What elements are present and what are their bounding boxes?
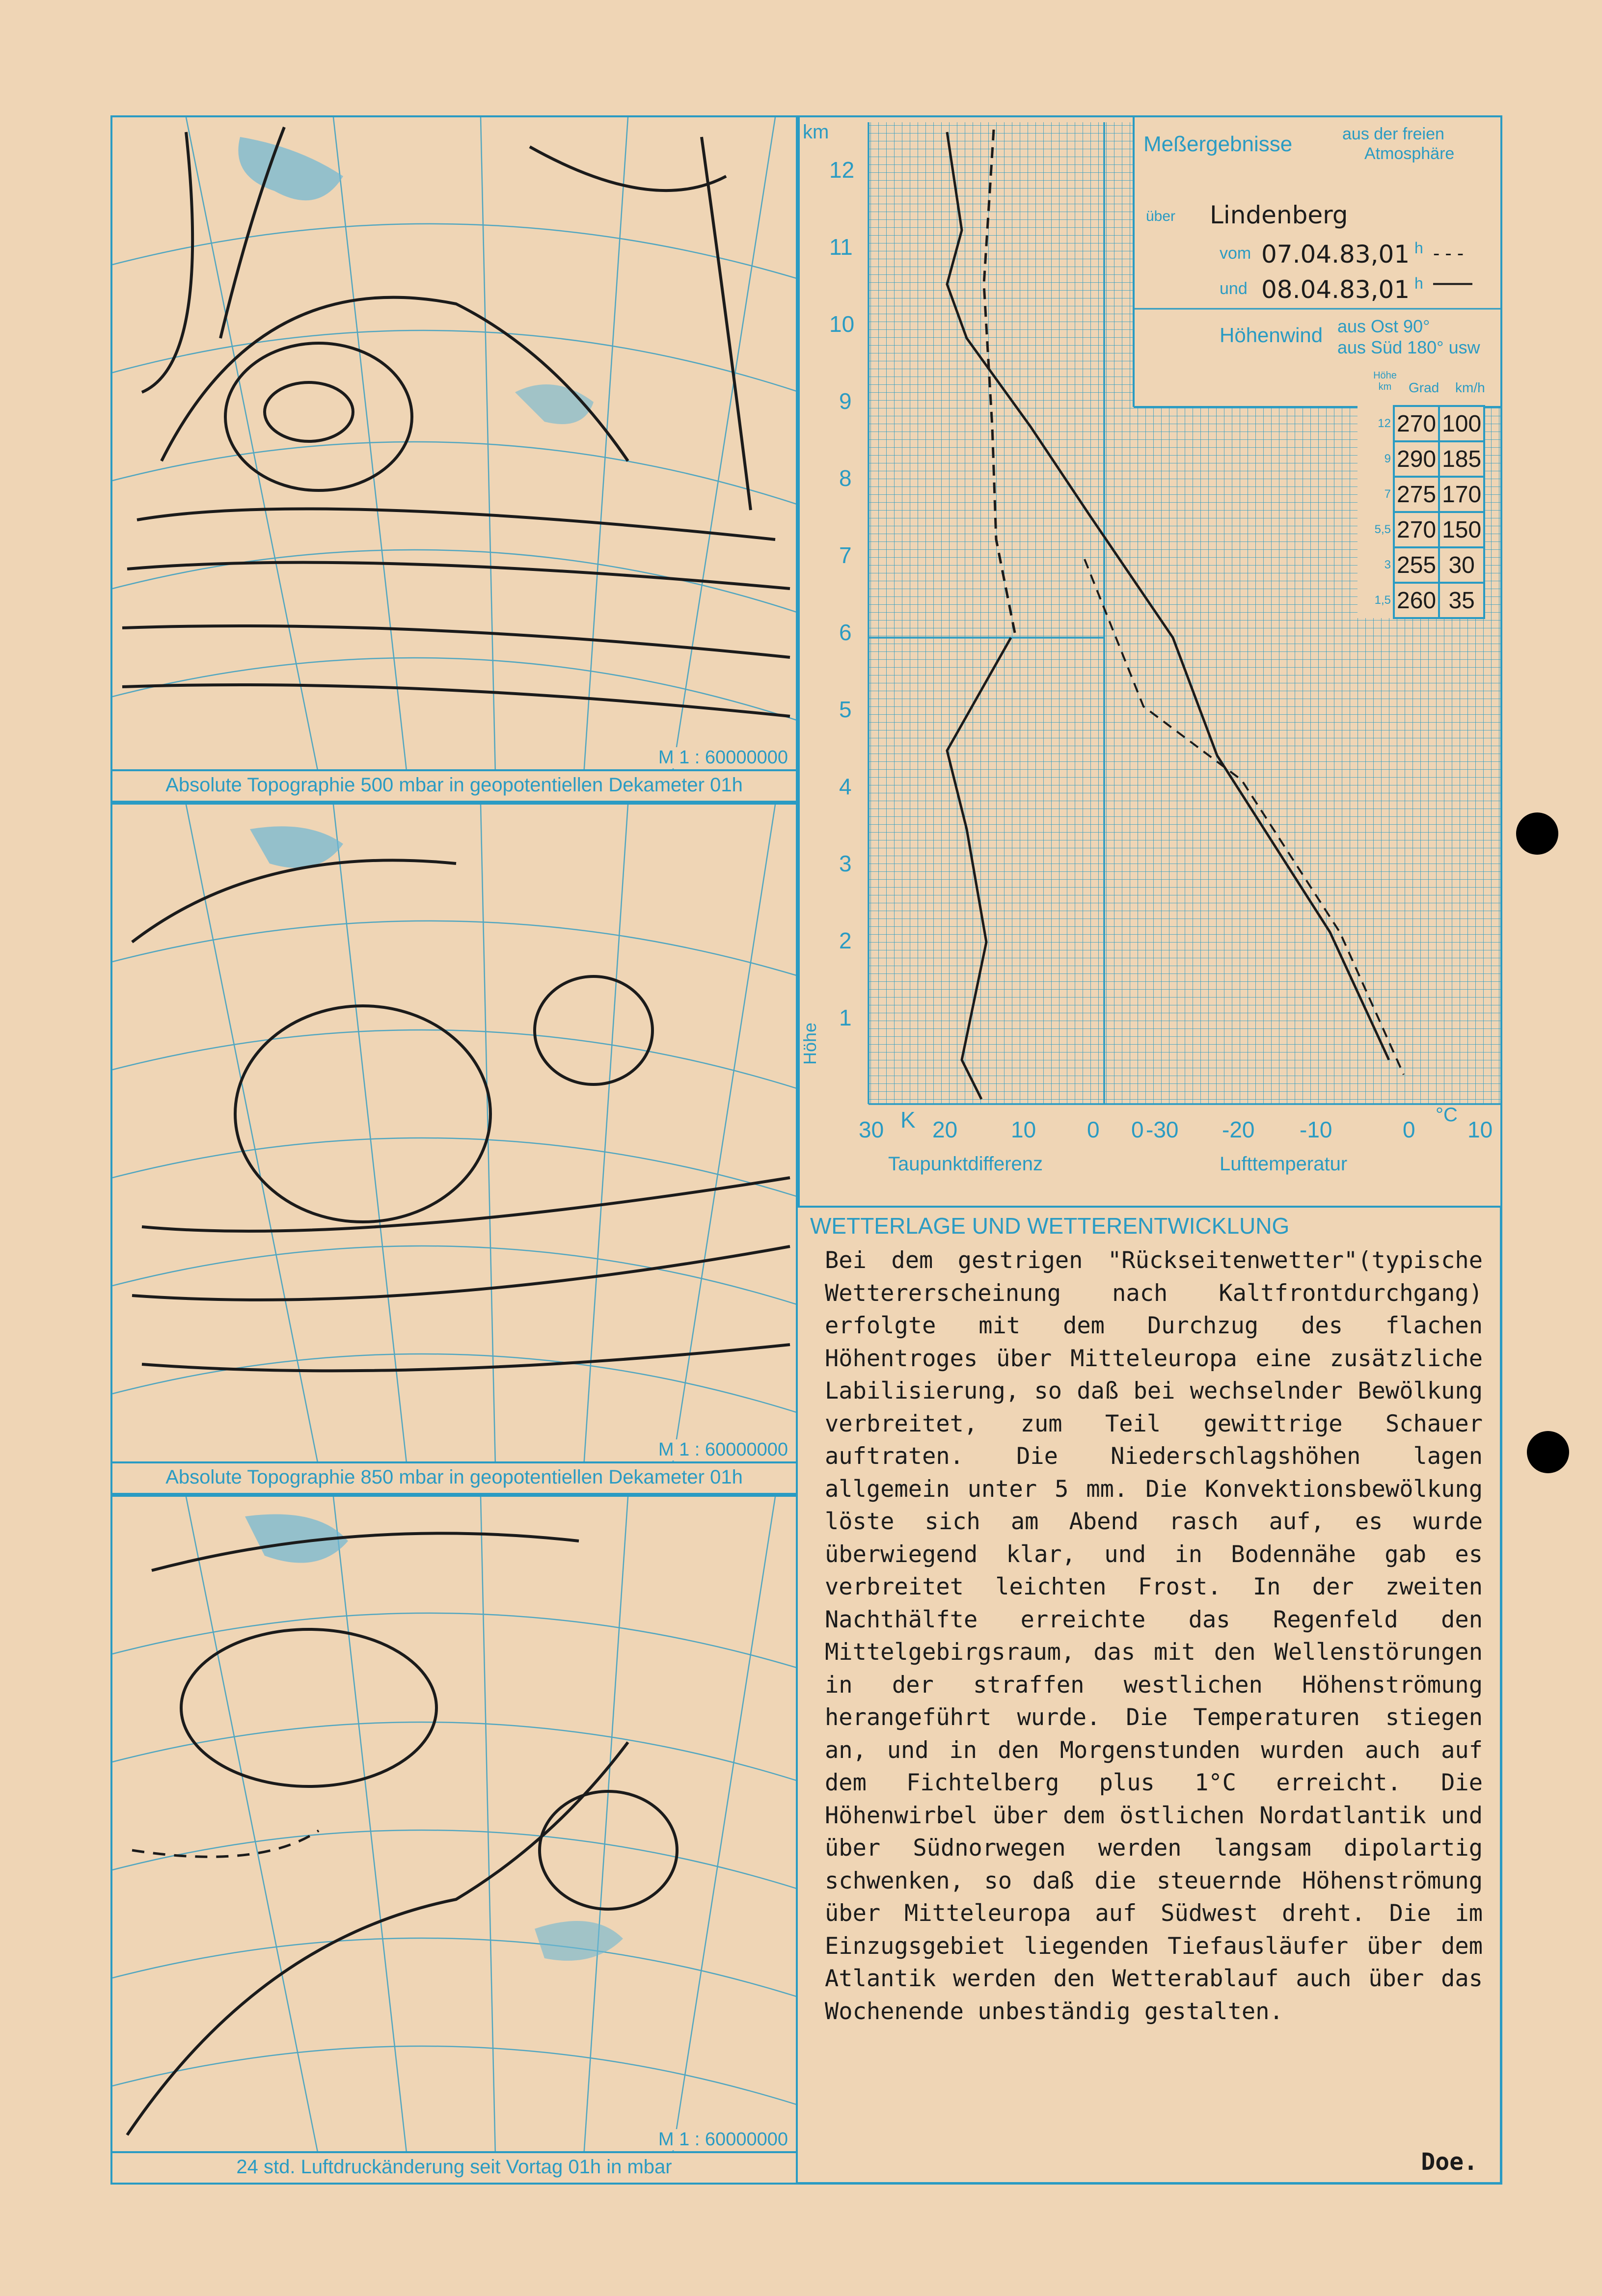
map-850mbar-chart (112, 805, 798, 1467)
signature: Doe. (1421, 2148, 1478, 2176)
date2: 08.04.83,01 (1261, 275, 1410, 304)
temp-tick-minus30: -30 (1146, 1117, 1179, 1142)
date1-hour: h (1414, 239, 1423, 257)
wind-speed: 100 (1439, 406, 1484, 441)
weather-body: Bei dem gestrigen "Rückseitenwetter"(typische Wettererscheinung nach Kaltfrontdurchgang) erfolgte mit dem Durchzug des flachen Höhentroges über Mitteleuropa eine zusätzliche Labilisierung, so daß bei wechselnder Bewölkung verbreitet, zum Teil gewittrige Schauer auftraten. Die Niederschlagshöhen lagen allgemein unter 5 mm. Die Konvektionsbewölkung löste sich am Abend rasch auf, es wurde überwiegend klar, und in Bodennähe gab es verbreitet leichten Frost. In der zweiten Nachthälfte erreichte das Regenfeld den Mittelgebirgsraum, das mit den Wellenstörungen in der straffen westlichen Höhenströmung herangeführt wurde. Die Temperaturen stiegen an, und in den Morgenstunden wurden auch auf dem Fichtelberg plus 1°C erreicht. Die Höhenwirbel über dem östlichen Nordatlantik und über Südnorwegen werden langsam dipolartig schwenken, so daß die steuernde Höhenströmung über Mitteleuropa auf Südwest dreht. Die im Einzugsgebiet liegenden Tiefausläufer über dem Atlantik werden den Wetterablauf auch über das Wochenende unbeständig gestalten. (825, 1247, 1483, 2025)
over-label: über (1146, 208, 1176, 224)
height-tick: 9 (839, 388, 852, 414)
height-tick: 3 (839, 851, 852, 876)
table-row (1358, 547, 1484, 583)
map-pressure-change-scale: M 1 : 60000000 (655, 2129, 791, 2150)
map-500mbar-chart (112, 117, 798, 775)
height-tick: 4 (839, 774, 852, 799)
map-500mbar (110, 115, 798, 803)
dewpoint-axis-label: Taupunktdifferenz (888, 1153, 1043, 1175)
dewpoint-tick-0: 0 (1087, 1117, 1100, 1142)
wind-height: 7 (1358, 477, 1394, 512)
punch-hole (1527, 1431, 1569, 1473)
km-axis-label: km (803, 121, 829, 143)
wind-speed: 35 (1439, 583, 1484, 618)
col-degree: Grad (1409, 380, 1439, 395)
height-tick: 8 (839, 465, 852, 491)
height-tick: 1 (839, 1005, 852, 1030)
table-row (1358, 512, 1484, 547)
and-label: und (1220, 279, 1248, 298)
wind-table (1358, 405, 1485, 619)
dewpoint-tick-20: 20 (932, 1117, 958, 1142)
temp-tick-minus10: -10 (1300, 1117, 1332, 1142)
wind-degree: 270 (1394, 406, 1439, 441)
wind-south: aus Süd 180° usw (1337, 337, 1480, 357)
date2-hour: h (1414, 274, 1423, 292)
temp-tick-zero-left: 0 (1131, 1117, 1144, 1142)
height-tick: 5 (839, 697, 852, 722)
map-850mbar-caption: Absolute Topographie 850 mbar in geopotentiellen Dekameter 01h (112, 1461, 796, 1493)
dewpoint-tick-k: K (900, 1107, 916, 1133)
wind-degree: 275 (1394, 477, 1439, 512)
results-title: Meßergebnisse (1143, 132, 1293, 156)
sounding-panel (798, 115, 1502, 1208)
wind-height: 3 (1358, 547, 1394, 583)
wind-speed: 150 (1439, 512, 1484, 547)
date1: 07.04.83,01 (1261, 240, 1410, 269)
temp-tick-0: 0 (1403, 1117, 1415, 1142)
wind-degree: 270 (1394, 512, 1439, 547)
table-row (1358, 441, 1484, 477)
wind-height: 12 (1358, 406, 1394, 441)
station-name: Lindenberg (1210, 201, 1348, 229)
wind-height: 9 (1358, 441, 1394, 477)
map-pressure-change-chart (112, 1497, 798, 2157)
temp-tick-unit: °C (1436, 1104, 1458, 1126)
results-sub1: aus der freien (1342, 125, 1444, 143)
from-label: vom (1220, 244, 1251, 263)
height-tick: 7 (839, 542, 852, 568)
height-tick: 10 (829, 311, 855, 337)
results-sub2: Atmosphäre (1364, 144, 1455, 163)
punch-hole (1516, 812, 1558, 855)
height-tick: 11 (829, 234, 853, 260)
height-axis-label: Höhe (800, 1022, 820, 1065)
height-tick: 12 (829, 157, 855, 183)
temp-tick-minus20: -20 (1222, 1117, 1255, 1142)
wind-speed: 185 (1439, 441, 1484, 477)
weather-text-block (805, 1208, 1497, 2180)
map-pressure-change-caption: 24 std. Luftdruckänderung seit Vortag 01h in mbar (112, 2151, 796, 2183)
map-850mbar-scale: M 1 : 60000000 (655, 1439, 791, 1460)
table-row (1358, 406, 1484, 441)
wind-height: 1,5 (1358, 583, 1394, 618)
wind-title: Höhenwind (1220, 324, 1323, 347)
date2-line-solid: —— (1433, 272, 1472, 294)
map-850mbar (110, 803, 798, 1495)
wind-degree: 290 (1394, 441, 1439, 477)
wind-degree: 260 (1394, 583, 1439, 618)
wind-speed: 30 (1439, 547, 1484, 583)
col-speed: km/h (1455, 380, 1485, 395)
height-tick: 6 (839, 620, 852, 645)
table-row (1358, 583, 1484, 618)
height-tick: 2 (839, 928, 852, 953)
table-row (1358, 477, 1484, 512)
map-500mbar-scale: M 1 : 60000000 (655, 747, 791, 768)
temp-tick-10: 10 (1467, 1117, 1493, 1142)
dewpoint-tick-10: 10 (1011, 1117, 1036, 1142)
wind-degree: 255 (1394, 547, 1439, 583)
map-pressure-change (110, 1495, 798, 2185)
dewpoint-tick-30: 30 (859, 1117, 884, 1142)
date1-line-dashed: - - - (1433, 243, 1464, 264)
wind-speed: 170 (1439, 477, 1484, 512)
wind-east: aus Ost 90° (1337, 316, 1430, 336)
col-height: Höhe km (1373, 370, 1397, 392)
wind-height: 5,5 (1358, 512, 1394, 547)
weather-title: WETTERLAGE UND WETTERENTWICKLUNG (810, 1213, 1290, 1239)
map-500mbar-caption: Absolute Topographie 500 mbar in geopotentiellen Dekameter 01h (112, 769, 796, 801)
temp-axis-label: Lufttemperatur (1220, 1153, 1348, 1175)
